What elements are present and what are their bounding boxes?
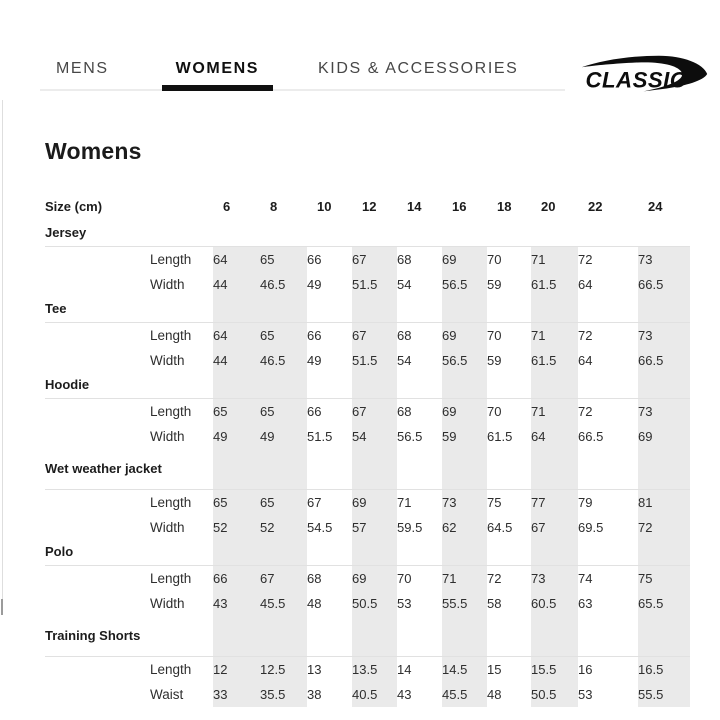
measurement-value: 66 — [213, 566, 260, 592]
row-spacer-cell — [45, 657, 150, 683]
section-spacer-cell — [260, 297, 307, 323]
measurement-value: 68 — [397, 404, 412, 419]
section-spacer-cell — [638, 449, 690, 490]
section-spacer-cell — [531, 221, 578, 247]
row-spacer-cell — [45, 348, 150, 373]
section-spacer-cell — [307, 449, 352, 490]
measurement-value: 64 — [213, 323, 260, 349]
measurement-value: 38 — [307, 687, 322, 702]
measurement-value: 53 — [397, 596, 412, 611]
section-spacer-cell — [307, 540, 352, 566]
section-spacer-cell — [578, 373, 638, 399]
page-edge-mark — [1, 599, 3, 615]
measurement-value: 64 — [531, 424, 578, 449]
section-spacer-cell — [531, 373, 578, 399]
measurement-value: 54 — [352, 424, 397, 449]
section-spacer-cell — [531, 540, 578, 566]
measurement-value: 54 — [397, 277, 412, 292]
section-row — [45, 616, 690, 657]
row-spacer-cell — [45, 515, 150, 540]
measurement-value: 45.5 — [260, 591, 307, 616]
section-row — [45, 373, 690, 399]
section-spacer-cell — [213, 616, 260, 657]
measurement-value: 72 — [487, 571, 502, 586]
measurement-value: 14 — [397, 662, 412, 677]
section-spacer-cell — [352, 373, 397, 399]
classic-brand-logo[interactable] — [572, 53, 712, 98]
measurement-value: 72 — [578, 404, 593, 419]
size-unit-label: Size (cm) — [45, 198, 103, 214]
measurement-label: Length — [150, 252, 192, 267]
measurement-value: 66 — [307, 328, 322, 343]
measurement-value: 16.5 — [638, 657, 690, 683]
section-name: Training Shorts — [45, 616, 213, 657]
measurement-value: 73 — [638, 323, 690, 349]
measurement-value: 54 — [397, 353, 412, 368]
measurement-value: 66.5 — [638, 272, 690, 297]
section-spacer-cell — [397, 297, 442, 323]
measurement-value: 15.5 — [531, 657, 578, 683]
measurement-value: 72 — [578, 252, 593, 267]
row-spacer-cell — [45, 323, 150, 349]
measurement-label: Width — [150, 596, 185, 611]
section-spacer-cell — [578, 297, 638, 323]
measurement-value: 65 — [260, 490, 307, 516]
measurement-value: 15 — [487, 662, 502, 677]
section-spacer-cell — [213, 297, 260, 323]
measurement-row — [45, 323, 690, 349]
measurement-value: 12.5 — [260, 657, 307, 683]
size-column-header: 10 — [317, 198, 332, 214]
measurement-value: 67 — [352, 247, 397, 273]
size-column-header: 14 — [407, 198, 422, 214]
measurement-value: 55.5 — [442, 591, 487, 616]
measurement-value: 79 — [578, 495, 593, 510]
section-spacer-cell — [260, 540, 307, 566]
section-spacer-cell — [638, 297, 690, 323]
measurement-value: 72 — [638, 515, 690, 540]
measurement-value: 64 — [578, 277, 593, 292]
measurement-value: 51.5 — [352, 348, 397, 373]
measurement-value: 60.5 — [531, 591, 578, 616]
measurement-value: 66 — [307, 404, 322, 419]
measurement-row — [45, 490, 690, 516]
row-spacer-cell — [45, 591, 150, 616]
section-spacer-cell — [487, 449, 531, 490]
measurement-value: 69 — [638, 424, 690, 449]
section-name: Hoodie — [45, 373, 213, 399]
measurement-value: 58 — [487, 596, 502, 611]
measurement-value: 33 — [213, 682, 260, 707]
section-spacer-cell — [307, 373, 352, 399]
measurement-value: 64 — [213, 247, 260, 273]
measurement-value: 12 — [213, 657, 260, 683]
measurement-value: 49 — [307, 277, 322, 292]
measurement-label: Width — [150, 520, 185, 535]
measurement-value: 59 — [442, 424, 487, 449]
measurement-value: 64.5 — [487, 520, 513, 535]
section-row — [45, 297, 690, 323]
measurement-label: Length — [150, 495, 192, 510]
measurement-value: 44 — [213, 272, 260, 297]
size-column-header: 16 — [452, 198, 467, 214]
measurement-value: 61.5 — [487, 429, 513, 444]
measurement-value: 53 — [578, 687, 593, 702]
measurement-row — [45, 515, 690, 540]
swoosh-logo-icon — [572, 53, 712, 98]
section-spacer-cell — [531, 449, 578, 490]
section-spacer-cell — [638, 373, 690, 399]
measurement-row — [45, 682, 690, 707]
size-column-header: 24 — [648, 198, 663, 214]
section-spacer-cell — [638, 616, 690, 657]
measurement-value: 68 — [397, 328, 412, 343]
measurement-row — [45, 591, 690, 616]
measurement-value: 61.5 — [531, 272, 578, 297]
measurement-value: 81 — [638, 490, 690, 516]
section-spacer-cell — [442, 616, 487, 657]
section-spacer-cell — [397, 373, 442, 399]
section-spacer-cell — [397, 221, 442, 247]
measurement-value: 51.5 — [352, 272, 397, 297]
measurement-value: 62 — [442, 515, 487, 540]
section-spacer-cell — [307, 297, 352, 323]
measurement-value: 52 — [260, 515, 307, 540]
measurement-row — [45, 348, 690, 373]
section-spacer-cell — [352, 221, 397, 247]
measurement-value: 56.5 — [442, 348, 487, 373]
section-spacer-cell — [352, 297, 397, 323]
size-column-header: 12 — [362, 198, 377, 214]
measurement-label: Width — [150, 353, 185, 368]
measurement-value: 66 — [307, 252, 322, 267]
section-name: Wet weather jacket — [45, 449, 213, 490]
measurement-label: Length — [150, 571, 192, 586]
measurement-label: Width — [150, 277, 185, 292]
section-spacer-cell — [638, 221, 690, 247]
measurement-value: 35.5 — [260, 682, 307, 707]
measurement-label: Length — [150, 662, 192, 677]
measurement-value: 66.5 — [638, 348, 690, 373]
section-spacer-cell — [307, 221, 352, 247]
measurement-value: 57 — [352, 515, 397, 540]
page-edge-line — [2, 100, 3, 600]
measurement-value: 77 — [531, 490, 578, 516]
measurement-value: 69.5 — [578, 520, 604, 535]
measurement-value: 55.5 — [638, 682, 690, 707]
measurement-value: 61.5 — [531, 348, 578, 373]
measurement-value: 71 — [397, 495, 412, 510]
measurement-value: 69 — [442, 323, 487, 349]
section-spacer-cell — [352, 540, 397, 566]
measurement-value: 56.5 — [397, 429, 423, 444]
section-spacer-cell — [213, 221, 260, 247]
size-column-header: 20 — [541, 198, 556, 214]
measurement-value: 50.5 — [531, 682, 578, 707]
size-column-header: 6 — [223, 198, 231, 214]
measurement-value: 13.5 — [352, 657, 397, 683]
measurement-value: 65 — [213, 399, 260, 425]
measurement-row — [45, 424, 690, 449]
measurement-value: 74 — [578, 571, 593, 586]
measurement-value: 65 — [260, 399, 307, 425]
measurement-value: 71 — [442, 566, 487, 592]
measurement-value: 68 — [307, 571, 322, 586]
section-spacer-cell — [397, 540, 442, 566]
section-spacer-cell — [531, 297, 578, 323]
section-row — [45, 540, 690, 566]
measurement-value: 68 — [397, 252, 412, 267]
section-spacer-cell — [487, 297, 531, 323]
measurement-value: 65.5 — [638, 591, 690, 616]
row-spacer-cell — [45, 247, 150, 273]
tab-kids-accessories[interactable]: KIDS & ACCESSORIES — [318, 60, 519, 77]
measurement-value: 43 — [397, 687, 412, 702]
measurement-value: 69 — [442, 399, 487, 425]
size-column-header: 22 — [588, 198, 603, 214]
section-row — [45, 449, 690, 490]
page-title: Womens — [45, 138, 142, 164]
measurement-value: 75 — [487, 495, 502, 510]
measurement-value: 54.5 — [307, 520, 333, 535]
measurement-value: 67 — [260, 566, 307, 592]
section-spacer-cell — [442, 540, 487, 566]
measurement-value: 48 — [487, 687, 502, 702]
section-name: Jersey — [45, 221, 213, 247]
measurement-value: 69 — [442, 247, 487, 273]
measurement-value: 70 — [487, 404, 502, 419]
section-spacer-cell — [487, 616, 531, 657]
section-spacer-cell — [531, 616, 578, 657]
measurement-value: 13 — [307, 662, 322, 677]
measurement-value: 64 — [578, 353, 593, 368]
measurement-value: 16 — [578, 662, 593, 677]
measurement-value: 59.5 — [397, 520, 423, 535]
measurement-value: 46.5 — [260, 272, 307, 297]
section-spacer-cell — [352, 616, 397, 657]
tab-womens-active[interactable]: WOMENS — [162, 60, 273, 91]
measurement-value: 59 — [487, 277, 502, 292]
measurement-value: 44 — [213, 348, 260, 373]
section-spacer-cell — [578, 221, 638, 247]
measurement-value: 43 — [213, 591, 260, 616]
measurement-value: 45.5 — [442, 682, 487, 707]
section-spacer-cell — [578, 449, 638, 490]
measurement-row — [45, 247, 690, 273]
row-spacer-cell — [45, 424, 150, 449]
measurement-value: 50.5 — [352, 591, 397, 616]
section-name: Polo — [45, 540, 213, 566]
measurement-row — [45, 566, 690, 592]
section-spacer-cell — [352, 449, 397, 490]
measurement-row — [45, 399, 690, 425]
measurement-value: 75 — [638, 566, 690, 592]
measurement-value: 70 — [397, 571, 412, 586]
measurement-value: 65 — [260, 323, 307, 349]
measurement-value: 73 — [531, 566, 578, 592]
section-spacer-cell — [442, 297, 487, 323]
measurement-value: 71 — [531, 247, 578, 273]
size-chart-table — [45, 191, 690, 707]
measurement-value: 49 — [213, 424, 260, 449]
section-spacer-cell — [578, 616, 638, 657]
measurement-row — [45, 272, 690, 297]
measurement-value: 49 — [260, 424, 307, 449]
section-name: Tee — [45, 297, 213, 323]
brand-wordmark: CLASSIC — [585, 67, 687, 93]
section-spacer-cell — [638, 540, 690, 566]
measurement-value: 70 — [487, 328, 502, 343]
measurement-value: 65 — [260, 247, 307, 273]
measurement-value: 69 — [352, 490, 397, 516]
measurement-value: 59 — [487, 353, 502, 368]
measurement-label: Length — [150, 404, 192, 419]
section-spacer-cell — [260, 616, 307, 657]
measurement-value: 49 — [307, 353, 322, 368]
section-spacer-cell — [487, 540, 531, 566]
size-header-row — [45, 191, 690, 221]
measurement-value: 67 — [352, 323, 397, 349]
size-column-header: 8 — [270, 198, 278, 214]
tab-mens[interactable]: MENS — [56, 60, 109, 77]
measurement-value: 72 — [578, 328, 593, 343]
size-column-header: 18 — [497, 198, 512, 214]
row-spacer-cell — [45, 272, 150, 297]
measurement-value: 67 — [531, 515, 578, 540]
measurement-value: 66.5 — [578, 429, 604, 444]
section-spacer-cell — [487, 373, 531, 399]
top-navigation-bar — [0, 0, 720, 100]
section-spacer-cell — [578, 540, 638, 566]
section-spacer-cell — [442, 373, 487, 399]
row-spacer-cell — [45, 490, 150, 516]
row-spacer-cell — [45, 566, 150, 592]
section-row — [45, 221, 690, 247]
measurement-value: 46.5 — [260, 348, 307, 373]
measurement-value: 69 — [352, 566, 397, 592]
measurement-value: 67 — [352, 399, 397, 425]
measurement-value: 65 — [213, 490, 260, 516]
measurement-value: 63 — [578, 596, 593, 611]
section-spacer-cell — [442, 449, 487, 490]
section-spacer-cell — [397, 449, 442, 490]
section-spacer-cell — [442, 221, 487, 247]
row-spacer-cell — [45, 399, 150, 425]
section-spacer-cell — [397, 616, 442, 657]
section-spacer-cell — [213, 373, 260, 399]
measurement-value: 71 — [531, 399, 578, 425]
measurement-value: 71 — [531, 323, 578, 349]
section-spacer-cell — [260, 449, 307, 490]
measurement-value: 40.5 — [352, 682, 397, 707]
measurement-value: 67 — [307, 495, 322, 510]
section-spacer-cell — [213, 540, 260, 566]
section-spacer-cell — [213, 449, 260, 490]
measurement-value: 56.5 — [442, 272, 487, 297]
section-spacer-cell — [260, 373, 307, 399]
row-spacer-cell — [45, 682, 150, 707]
measurement-label: Length — [150, 328, 192, 343]
measurement-value: 52 — [213, 515, 260, 540]
measurement-value: 51.5 — [307, 429, 333, 444]
section-spacer-cell — [487, 221, 531, 247]
size-chart-body — [45, 191, 690, 707]
measurement-value: 14.5 — [442, 657, 487, 683]
measurement-value: 73 — [442, 490, 487, 516]
measurement-value: 70 — [487, 252, 502, 267]
section-spacer-cell — [260, 221, 307, 247]
measurement-value: 48 — [307, 596, 322, 611]
measurement-value: 73 — [638, 399, 690, 425]
measurement-label: Waist — [150, 687, 184, 702]
measurement-row — [45, 657, 690, 683]
measurement-label: Width — [150, 429, 185, 444]
measurement-value: 73 — [638, 247, 690, 273]
section-spacer-cell — [307, 616, 352, 657]
category-tabs — [40, 60, 565, 91]
